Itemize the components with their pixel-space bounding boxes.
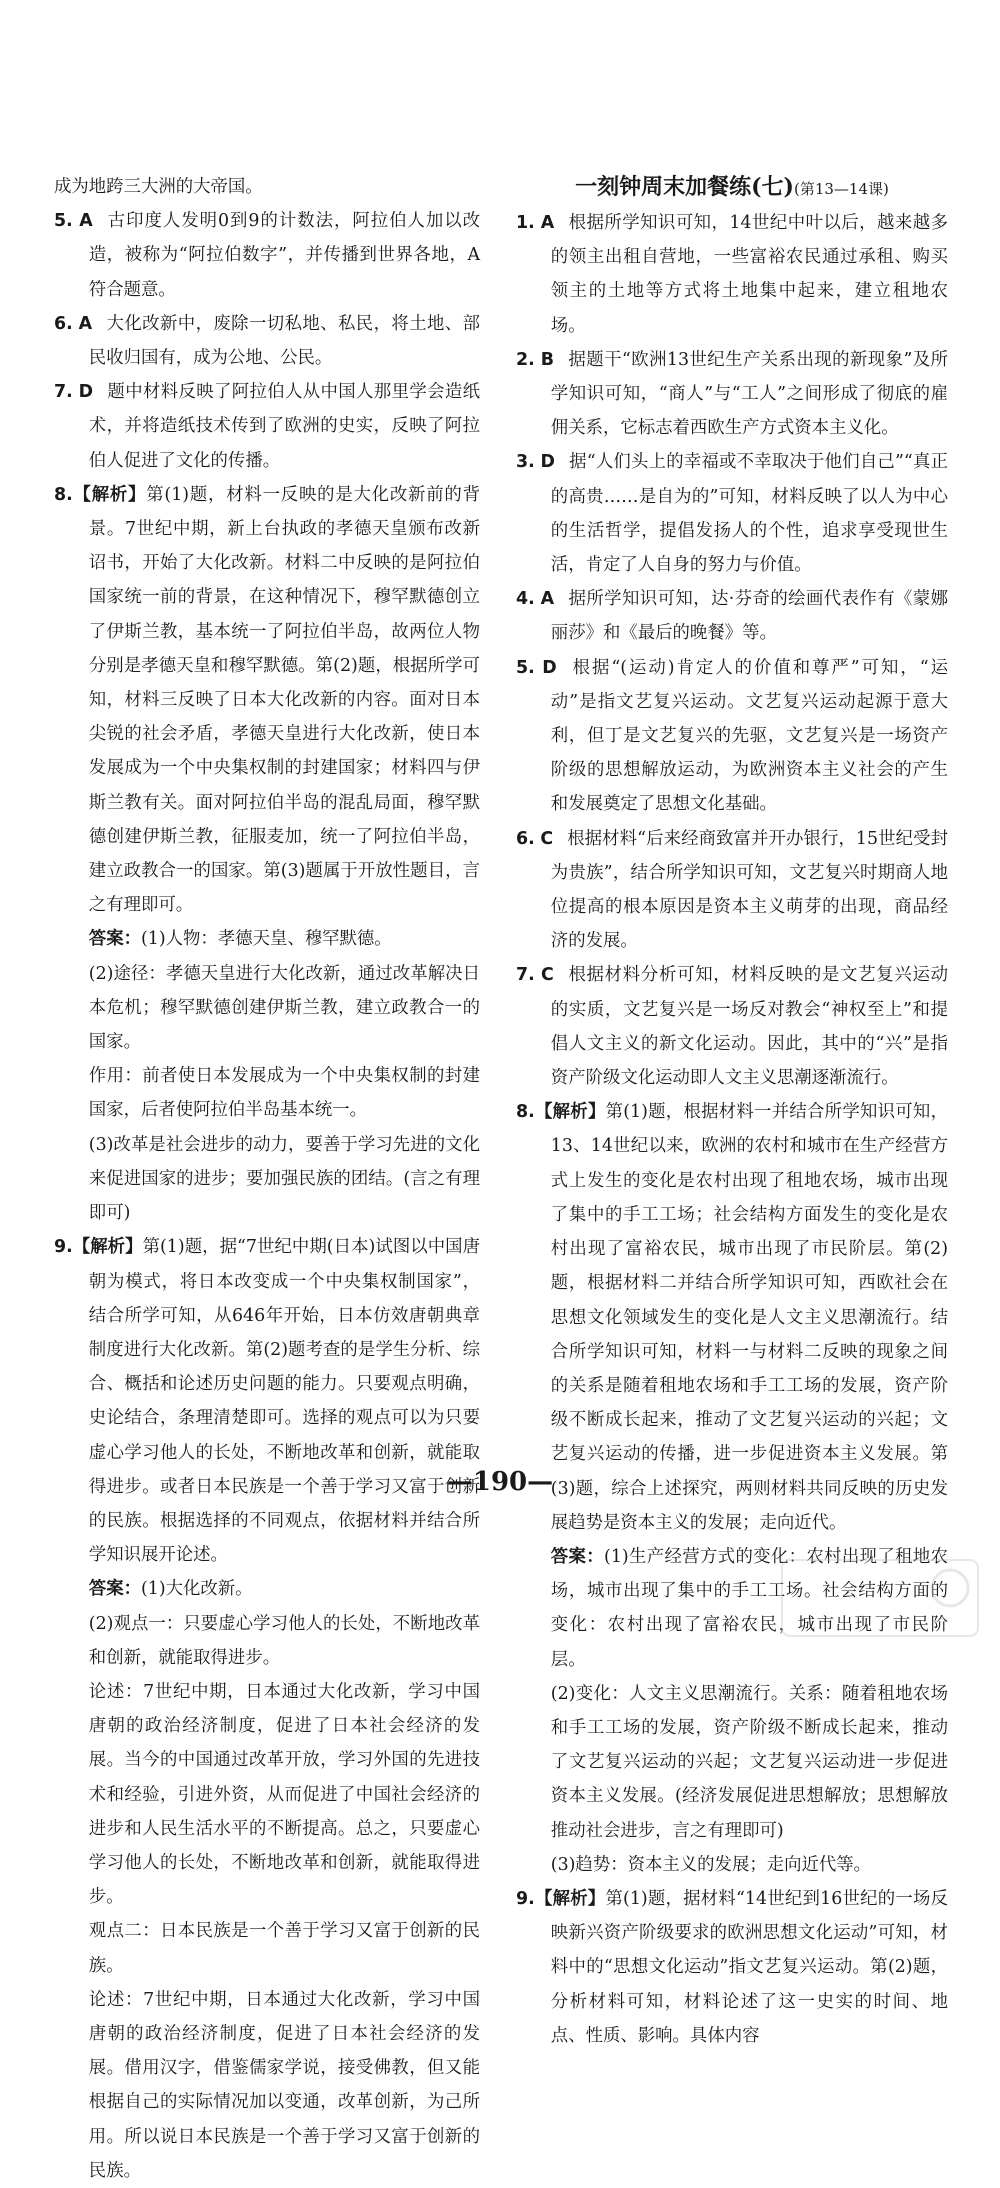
question-explanation: 据题干“欧洲13世纪生产关系出现的新现象”及所学知识可知，“商人”与“工人”之间形成了彻底的雇佣关系，它标志着西欧生产方式资本主义化。 — [550, 349, 949, 439]
question-number: 8. — [516, 1102, 535, 1123]
question-number: 8. — [54, 484, 73, 505]
right-column — [516, 170, 948, 2053]
question-number: 2. — [516, 349, 535, 370]
section-title-sub: (第13—14课) — [793, 180, 889, 198]
question-answer: A — [540, 213, 555, 233]
answer-text: (1)大化改新。 — [140, 1579, 253, 1600]
question-item — [516, 958, 948, 1095]
question-answer: A — [540, 589, 555, 610]
question-number: 4. — [516, 589, 535, 610]
analysis-label: 【解析】 — [72, 484, 147, 505]
question-explanation: 据“人们头上的幸福或不幸取决于他们自己”“真正的高贵……是自为的”可知，材料反映了以人为中心的生活哲学，提倡发扬人的个性，追求享受现世生活，肯定了人自身的努力与价值。 — [550, 452, 948, 576]
answer-paragraph: 观点二：日本民族是一个善于学习又富于创新的民族。 — [88, 1921, 480, 1976]
question-item — [516, 445, 948, 582]
question-answer: A — [79, 211, 93, 232]
analysis-item — [54, 1230, 480, 1572]
question-number: 9. — [516, 1888, 535, 1909]
right-column-body — [516, 206, 948, 2053]
question-item — [516, 343, 948, 446]
answer-text: (1)人物：孝德天皇、穆罕默德。 — [140, 929, 392, 950]
question-item — [516, 206, 948, 343]
question-explanation: 根据材料分析可知，材料反映的是文艺复兴运动的实质，文艺复兴是一场反对教会“神权至上”和提倡人文主义的新文化运动。因此，其中的“兴”是指资产阶级文化运动即人文主义思潮逐渐流行。 — [550, 965, 948, 1089]
answer-text: (1)生产经营方式的变化：农村出现了租地农场，城市出现了集中的手工工场。社会结构方面的变化：农村出现了富裕农民，城市出现了市民阶层。 — [550, 1546, 948, 1670]
answer-paragraph: (2)途径：孝德天皇进行大化改新，通过改革解决日本危机；穆罕默德创建伊斯兰教，建立政教合一的国家。 — [88, 963, 480, 1053]
answer-paragraph: 论述：7世纪中期，日本通过大化改新，学习中国唐朝的政治经济制度，促进了日本社会经济的发展。借用汉字，借鉴儒家学说，接受佛教，但又能根据自己的实际情况加以变通，改革创新，为己所用。所以说日本民族是一个善于学习又富于创新的民族。 — [88, 1989, 480, 2181]
analysis-text: 第(1)题，据“7世纪中期(日本)试图以中国唐朝为模式，将日本改变成一个中央集权制国家”，结合所学可知，从646年开始，日本仿效唐朝典章制度进行大化改新。第(2)题考查的是学生分析、综合、概括和论述历史问题的能力。只要观点明确，史论结合，条理清楚即可。选择的观点可以为只要虚心学习他人的长处，不断地改革和创新，就能取得进步。或者日本民族是一个善于学习又富于创新的民族。根据选择的不同观点，依据材料并结合所学知识展开论述。 — [88, 1237, 480, 1566]
question-answer: D — [542, 657, 557, 678]
question-answer: B — [540, 349, 554, 370]
answer-line — [54, 1572, 480, 1606]
watermark-logo — [780, 1558, 980, 1638]
question-answer: D — [78, 382, 94, 403]
question-number: 6. — [516, 828, 535, 849]
question-explanation: 大化改新中，废除一切私地、私民，将土地、部民收归国有，成为公地、公民。 — [88, 313, 480, 369]
question-explanation: 题中材料反映了阿拉伯人从中国人那里学会造纸术，并将造纸技术传到了欧洲的史实，反映了阿拉伯人促进了文化的传播。 — [88, 382, 480, 471]
answer-label: 答案： — [550, 1546, 605, 1567]
analysis-item — [54, 478, 480, 923]
question-item — [516, 651, 948, 822]
question-answer: D — [540, 452, 555, 473]
question-explanation: 根据材料“后来经商致富并开办银行，15世纪受封为贵族”，结合所学知识可知，文艺复兴时期商人地位提高的根本原因是资本主义萌芽的出现，商品经济的发展。 — [550, 828, 948, 952]
question-number: 1. — [516, 213, 535, 233]
analysis-label: 【解析】 — [534, 1888, 606, 1909]
analysis-label: 【解析】 — [72, 1237, 143, 1258]
left-column — [54, 170, 480, 2188]
answer-line — [54, 922, 480, 956]
page-number: —190— — [446, 1467, 554, 1497]
answer-paragraph: (2)观点一：只要虚心学习他人的长处，不断地改革和创新，就能取得进步。 — [88, 1613, 480, 1668]
question-number: 6. — [54, 313, 73, 334]
analysis-text: 第(1)题，材料一反映的是大化改新前的背景。7世纪中期，新上台执政的孝德天皇颁布改新诏书，开始了大化改新。材料二中反映的是阿拉伯国家统一前的背景，在这种情况下，穆罕默德创立了伊斯兰教，基本统一了阿拉伯半岛，故两位人物分别是孝德天皇和穆罕默德。第(2)题，根据所学可知，材料三反映了日本大化改新的内容。面对日本尖锐的社会矛盾，孝德天皇进行大化改新，使日本发展成为一个中央集权制的封建国家；材料四与伊斯兰教有关。面对阿拉伯半岛的混乱局面，穆罕默德创建伊斯兰教，征服麦加，统一了阿拉伯半岛，建立政教合一的国家。第(3)题属于开放性题目，言之有理即可。 — [88, 484, 480, 916]
analysis-text: 第(1)题，根据材料一并结合所学知识可知，13、14世纪以来，欧洲的农村和城市在生产经营方式上发生的变化是农村出现了租地农场，城市出现了集中的手工工场；社会结构方面发生的变化是农村出现了富裕农民，城市出现了市民阶层。第(2)题，根据材料二并结合所学知识可知，西欧社会在思想文化领域发生的变化是人文主义思潮流行。结合所学知识可知，材料一与材料二反映的现象之间的关系是随着租地农场和手工工场的发展，资产阶级不断成长起来，推动了文艺复兴运动的兴起；文艺复兴运动的传播，进一步促进资本主义发展。第(3)题，综合上述探究，两则材料共同反映的历史发展趋势是资本主义的发展；走向近代。 — [550, 1102, 948, 1533]
question-number: 5. — [516, 657, 535, 678]
question-item — [54, 375, 480, 478]
question-answer: C — [540, 965, 554, 986]
question-item — [54, 204, 480, 307]
question-answer: C — [540, 828, 554, 849]
answer-paragraph: (2)变化：人文主义思潮流行。关系：随着租地农场和手工工场的发展，资产阶级不断成长起来，推动了文艺复兴运动的兴起；文艺复兴运动进一步促进资本主义发展。(经济发展促进思想解放；思想解放推动社会进步，言之有理即可) — [550, 1683, 948, 1841]
answer-label: 答案： — [88, 1579, 141, 1600]
analysis-item — [516, 1882, 948, 2053]
answer-paragraph: 成为地跨三大洲的大帝国。 — [54, 177, 263, 197]
question-number: 9. — [54, 1237, 73, 1258]
analysis-label: 【解析】 — [534, 1102, 606, 1123]
section-title — [516, 170, 948, 206]
answer-paragraph: (3)趋势：资本主义的发展；走向近代等。 — [550, 1854, 872, 1875]
question-item — [516, 822, 948, 959]
answer-paragraph: (3)改革是社会进步的动力，要善于学习先进的文化来促进国家的进步；要加强民族的团结。(言之有理即可) — [88, 1134, 480, 1224]
answer-paragraph: 论述：7世纪中期，日本通过大化改新，学习中国唐朝的政治经济制度，促进了日本社会经济的发展。当今的中国通过改革开放，学习外国的先进技术和经验，引进外资，从而促进了中国社会经济的进步和人民生活水平的不断提高。总之，只要虚心学习他人的长处，不断地改革和创新，就能取得进步。 — [88, 1681, 480, 1908]
analysis-text: 第(1)题，据材料“14世纪到16世纪的一场反映新兴资产阶级要求的欧洲思想文化运动”可知，材料中的“思想文化运动”指文艺复兴运动。第(2)题，分析材料可知，材料论述了这一史实的时间、地点、性质、影响。具体内容 — [550, 1888, 948, 2046]
question-explanation: 根据所学知识可知，14世纪中叶以后，越来越多的领主出租自营地，一些富裕农民通过承租、购买领主的土地等方式将土地集中起来，建立租地农场。 — [550, 213, 948, 336]
question-number: 7. — [516, 965, 535, 986]
question-item — [54, 307, 480, 375]
question-number: 7. — [54, 382, 73, 403]
question-number: 3. — [516, 452, 535, 473]
answer-paragraph: 作用：前者使日本发展成为一个中央集权制的封建国家，后者使阿拉伯半岛基本统一。 — [88, 1066, 480, 1121]
question-number: 5. — [54, 211, 73, 232]
question-explanation: 据所学知识可知，达·芬奇的绘画代表作有《蒙娜丽莎》和《最后的晚餐》等。 — [550, 589, 949, 644]
section-title-main: 一刻钟周末加餐练(七) — [575, 174, 794, 200]
question-explanation: 古印度人发明0到9的计数法，阿拉伯人加以改造，被称为“阿拉伯数字”，并传播到世界各地，A符合题意。 — [88, 211, 480, 300]
question-item — [516, 582, 948, 650]
answer-label: 答案： — [88, 929, 141, 950]
question-explanation: 根据“(运动)肯定人的价值和尊严”可知，“运动”是指文艺复兴运动。文艺复兴运动起源于意大利，但丁是文艺复兴的先驱，文艺复兴是一场资产阶级的思想解放运动，为欧洲资本主义社会的产生和发展奠定了思想文化基础。 — [550, 657, 949, 815]
question-answer: A — [78, 313, 93, 334]
